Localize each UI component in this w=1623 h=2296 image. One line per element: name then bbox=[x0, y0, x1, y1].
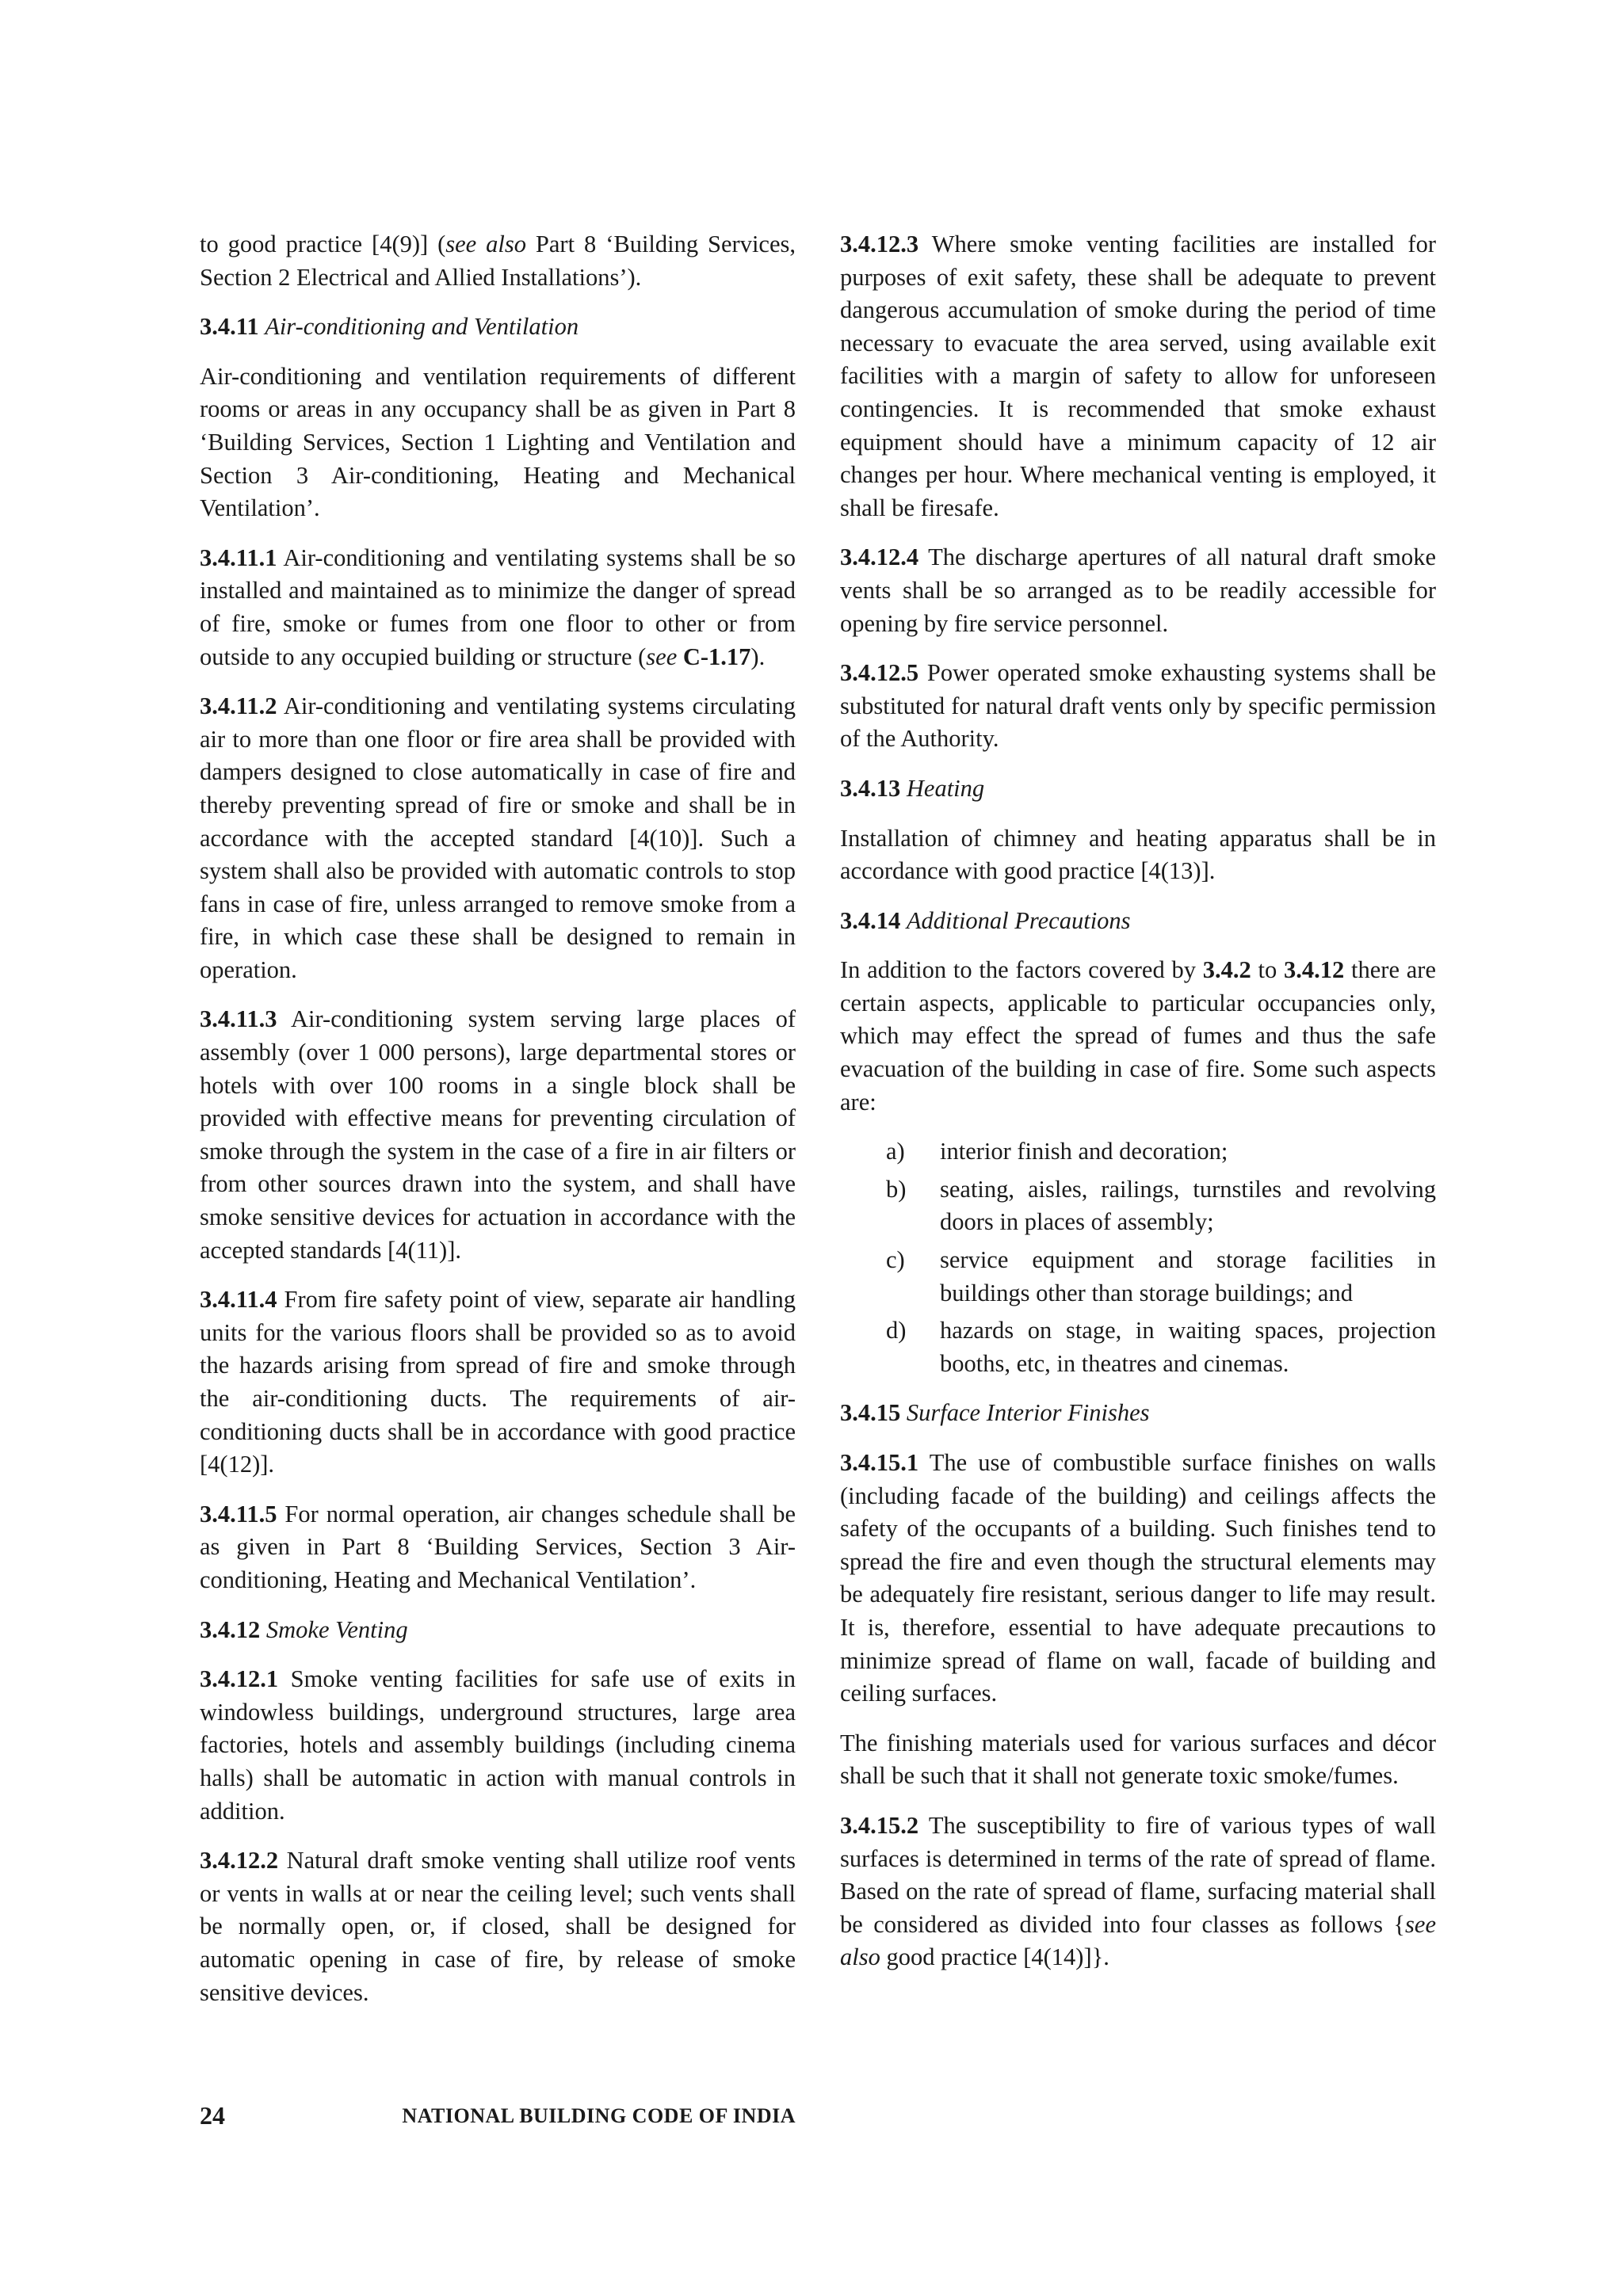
clause-3-4-11-5: 3.4.11.5 For normal operation, air changes schedule shall be as given in Part 8 ‘Building Services, Section 3 Air-conditioning, Heating and Mechanical Ventilation’. bbox=[200, 1500, 796, 1593]
continuation-paragraph: to good practice [4(9)] (see also Part 8 ‘Building Services, Section 2 Electrical and Allied Installations’). bbox=[200, 231, 796, 291]
section-3-4-13-body: Installation of chimney and heating apparatus shall be in accordance with good practice [4(13)]. bbox=[840, 824, 1436, 885]
section-heading-3-4-12: 3.4.12 Smoke Venting bbox=[200, 1615, 408, 1643]
left-column bbox=[200, 228, 796, 2026]
clause-3-4-11-3: 3.4.11.3 Air-conditioning system serving large places of assembly (over 1 000 persons), large departmental stores or hotels with over 100 rooms in a single block shall be provided with effective means for preventing circulation of smoke through the system in the case of a fire in air filters or from other sources drawn into the system, and shall have smoke sensitive devices for actuation in accordance with the accepted standards [4(11)]. bbox=[200, 1005, 796, 1264]
clause-3-4-12-4: 3.4.12.4 The discharge apertures of all natural draft smoke vents shall be so arranged as to be readily accessible for opening by fire service personnel. bbox=[840, 543, 1436, 637]
clause-3-4-12-3: 3.4.12.3 Where smoke venting facilities are installed for purposes of exit safety, these shall be adequate to prevent dangerous accumulation of smoke during the period of time necessary to evacuate the area served, using available exit facilities with a margin of safety to allow for unforeseen contingencies. It is recommended that smoke exhaust equipment should have a minimum capacity of 12 air changes per hour. Where mechanical venting is employed, it shall be firesafe. bbox=[840, 231, 1436, 521]
section-heading-3-4-13: 3.4.13 Heating bbox=[840, 774, 985, 802]
page-number: 24 bbox=[200, 2101, 225, 2130]
list-item: c) service equipment and storage facilities in buildings other than storage buildings; and bbox=[886, 1246, 1436, 1306]
section-heading-3-4-14: 3.4.14 Additional Precautions bbox=[840, 906, 1131, 934]
list-item: d) hazards on stage, in waiting spaces, projection booths, etc, in theatres and cinemas. bbox=[886, 1317, 1436, 1377]
clause-3-4-15-2: 3.4.15.2 The susceptibility to fire of various types of wall surfaces is determined in terms of the rate of spread of flame. Based on the rate of spread of flame, surfacing material shall be considered as divided into four classes as follows {see also good practice [4(14)]}. bbox=[840, 1811, 1436, 1971]
finishing-materials-paragraph: The finishing materials used for various surfaces and décor shall be such that it shall not generate toxic smoke/fumes. bbox=[840, 1729, 1436, 1790]
clause-3-4-12-1: 3.4.12.1 Smoke venting facilities for safe use of exits in windowless buildings, underground structures, large area factories, hotels and assembly buildings (including cinema halls) shall be automatic in action with manual controls in addition. bbox=[200, 1665, 796, 1825]
aspects-list bbox=[840, 1135, 1436, 1380]
running-footer-title: NATIONAL BUILDING CODE OF INDIA bbox=[402, 2104, 796, 2127]
section-3-4-14-body: In addition to the factors covered by 3.4.2 to 3.4.12 there are certain aspects, applicable to particular occupancies only, which may effect the spread of fumes and thus the safe evacuation of the building in case of fire. Some such aspects are: bbox=[840, 956, 1436, 1116]
clause-3-4-15-1: 3.4.15.1 The use of combustible surface finishes on walls (including facade of the building) and ceilings affects the safety of the occupants of a building. Such finishes tend to spread the fire and even though the structural elements may be adequately fire resistant, serious danger to life may result. It is, therefore, essential to have adequate precautions to minimize spread of flame on wall, facade of building and ceiling surfaces. bbox=[840, 1449, 1436, 1707]
clause-3-4-12-5: 3.4.12.5 Power operated smoke exhausting systems shall be substituted for natural draft vents only by specific permission of the Authority. bbox=[840, 659, 1436, 753]
section-heading-3-4-15: 3.4.15 Surface Interior Finishes bbox=[840, 1399, 1150, 1427]
section-heading-3-4-11: 3.4.11 Air-conditioning and Ventilation bbox=[200, 313, 579, 341]
clause-3-4-11-1: 3.4.11.1 Air-conditioning and ventilating systems shall be so installed and maintained as to minimize the danger of spread of fire, smoke or fumes from one floor to other or from outside to any occupied building or structure (see C-1.17). bbox=[200, 543, 796, 670]
right-column bbox=[840, 228, 1436, 1991]
clause-3-4-12-2: 3.4.12.2 Natural draft smoke venting shall utilize roof vents or vents in walls at or near the ceiling level; such vents shall be normally open, or, if closed, shall be designed for automatic opening in case of fire, by release of smoke sensitive devices. bbox=[200, 1847, 796, 2006]
list-item: a) interior finish and decoration; bbox=[886, 1138, 1228, 1165]
section-3-4-11-body: Air-conditioning and ventilation requirements of different rooms or areas in any occupancy shall be as given in Part 8 ‘Building Services, Section 1 Lighting and Ventilation and Section 3 Air-conditioning, Heating and Mechanical Ventilation’. bbox=[200, 362, 796, 522]
clause-3-4-11-4: 3.4.11.4 From fire safety point of view, separate air handling units for the various floors shall be provided so as to avoid the hazards arising from spread of fire and smoke through the air-conditioning ducts. The requirements of air-conditioning ducts shall be in accordance with good practice [4(12)]. bbox=[200, 1286, 796, 1478]
list-item: b) seating, aisles, railings, turnstiles and revolving doors in places of assembly; bbox=[886, 1175, 1436, 1236]
clause-3-4-11-2: 3.4.11.2 Air-conditioning and ventilating systems circulating air to more than one floor or fire area shall be provided with dampers designed to close automatically in case of fire and thereby preventing spread of fire or smoke and shall be in accordance with the accepted standard [4(10)]. Such a system shall also be provided with automatic controls to stop fans in case of fire, unless arranged to remove smoke from a fire, in which case these shall be designed to remain in operation. bbox=[200, 692, 796, 983]
